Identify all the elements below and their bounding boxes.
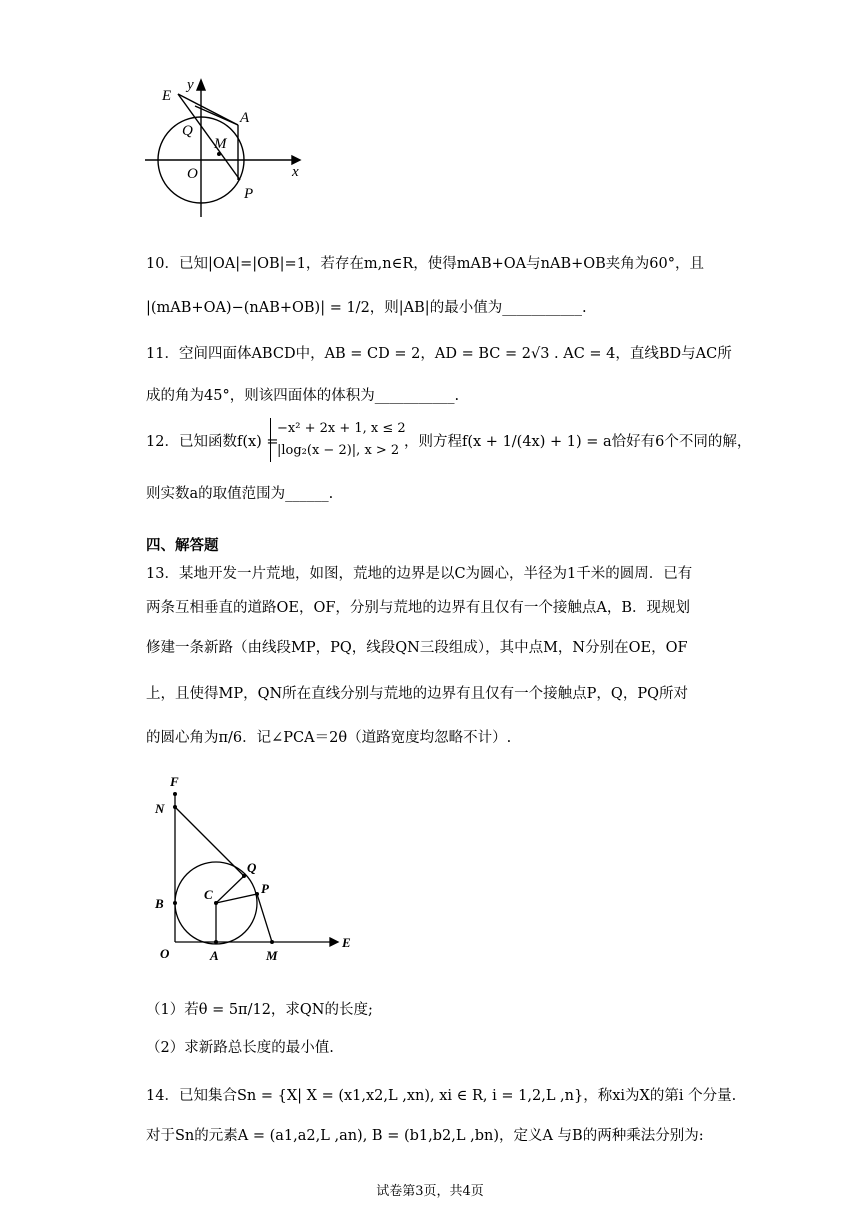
q12-case1: −x² + 2x + 1, x ≤ 2	[277, 421, 406, 436]
figure-land-circle	[146, 772, 356, 968]
q13-part1: （1）若θ = 5π/12，求QN的长度;	[146, 1002, 373, 1018]
q13-part2: （2）求新路总长度的最小值.	[146, 1040, 334, 1056]
label-f: F	[170, 774, 179, 789]
label-a: A	[240, 110, 250, 126]
q13-line2: 两条互相垂直的道路OE，OF，分别与荒地的边界有且仅有一个接触点A，B．现规划	[146, 600, 691, 616]
q13-line3: 修建一条新路（由线段MP，PQ，线段QN三段组成），其中点M，N分别在OE，OF	[146, 640, 688, 656]
figure-land-circle-drawing	[175, 794, 338, 946]
q12-case2: |log₂(x − 2)|, x > 2	[277, 443, 400, 458]
label-p2: P	[261, 881, 269, 896]
q10-line2: |(mAB+OA)−(nAB+OB)| = 1/2，则|AB|的最小值为___________.	[146, 300, 587, 316]
label-a2: A	[210, 948, 219, 963]
page-footer: 试卷第3页，共4页	[376, 1184, 484, 1199]
label-n: N	[155, 801, 165, 816]
q11-line2: 成的角为45°，则该四面体的体积为___________.	[146, 388, 460, 404]
q14-line1: 14．已知集合Sn = {X| X = (x1,x2,L ,xn), xi ∈ R, i = 1,2,L ,n}，称xi为X的第i 个分量.	[146, 1088, 737, 1104]
label-y: y	[187, 77, 194, 93]
label-o2: O	[160, 946, 170, 961]
label-b: B	[155, 896, 164, 911]
label-m2: M	[266, 948, 278, 963]
label-q: Q	[182, 123, 193, 139]
label-p: P	[244, 186, 254, 202]
q12-line1-b: ，则方程f(x + 1/(4x) + 1) = a恰好有6个不同的解，	[404, 434, 752, 450]
label-c: C	[204, 887, 213, 902]
point-m	[217, 152, 221, 156]
label-e2: E	[342, 935, 351, 950]
q12-piecewise	[270, 418, 406, 462]
figure-circle-axes	[140, 72, 310, 222]
label-q2: Q	[247, 860, 257, 875]
label-o: O	[187, 166, 198, 182]
q13-line5: 的圆心角为π/6．记∠PCA＝2θ（道路宽度均忽略不计）.	[146, 730, 512, 746]
q12-line1-a: 12．已知函数f(x) =	[146, 434, 279, 450]
q12-line2: 则实数a的取值范围为______.	[146, 486, 334, 502]
section-title: 四、解答题	[146, 537, 219, 554]
label-e: E	[162, 88, 172, 104]
q13-line1: 13．某地开发一片荒地，如图，荒地的边界是以C为圆心，半径为1千米的圆周．已有	[146, 566, 693, 582]
q14-line2: 对于Sn的元素A = (a1,a2,L ,an), B = (b1,b2,L ,bn)，定义A 与B的两种乘法分别为:	[146, 1128, 704, 1144]
q10-line1: 10．已知|OA|=|OB|=1，若存在m,n∈R，使得mAB+OA与nAB+OB夹角为60°，且	[146, 256, 705, 272]
q13-line4: 上，且使得MP，QN所在直线分别与荒地的边界有且仅有一个接触点P，Q，PQ所对	[146, 686, 688, 702]
label-x: x	[292, 164, 299, 180]
label-m: M	[214, 136, 227, 152]
q11-line1: 11．空间四面体ABCD中，AB = CD = 2，AD = BC = 2√3 . AC = 4，直线BD与AC所	[146, 346, 732, 362]
